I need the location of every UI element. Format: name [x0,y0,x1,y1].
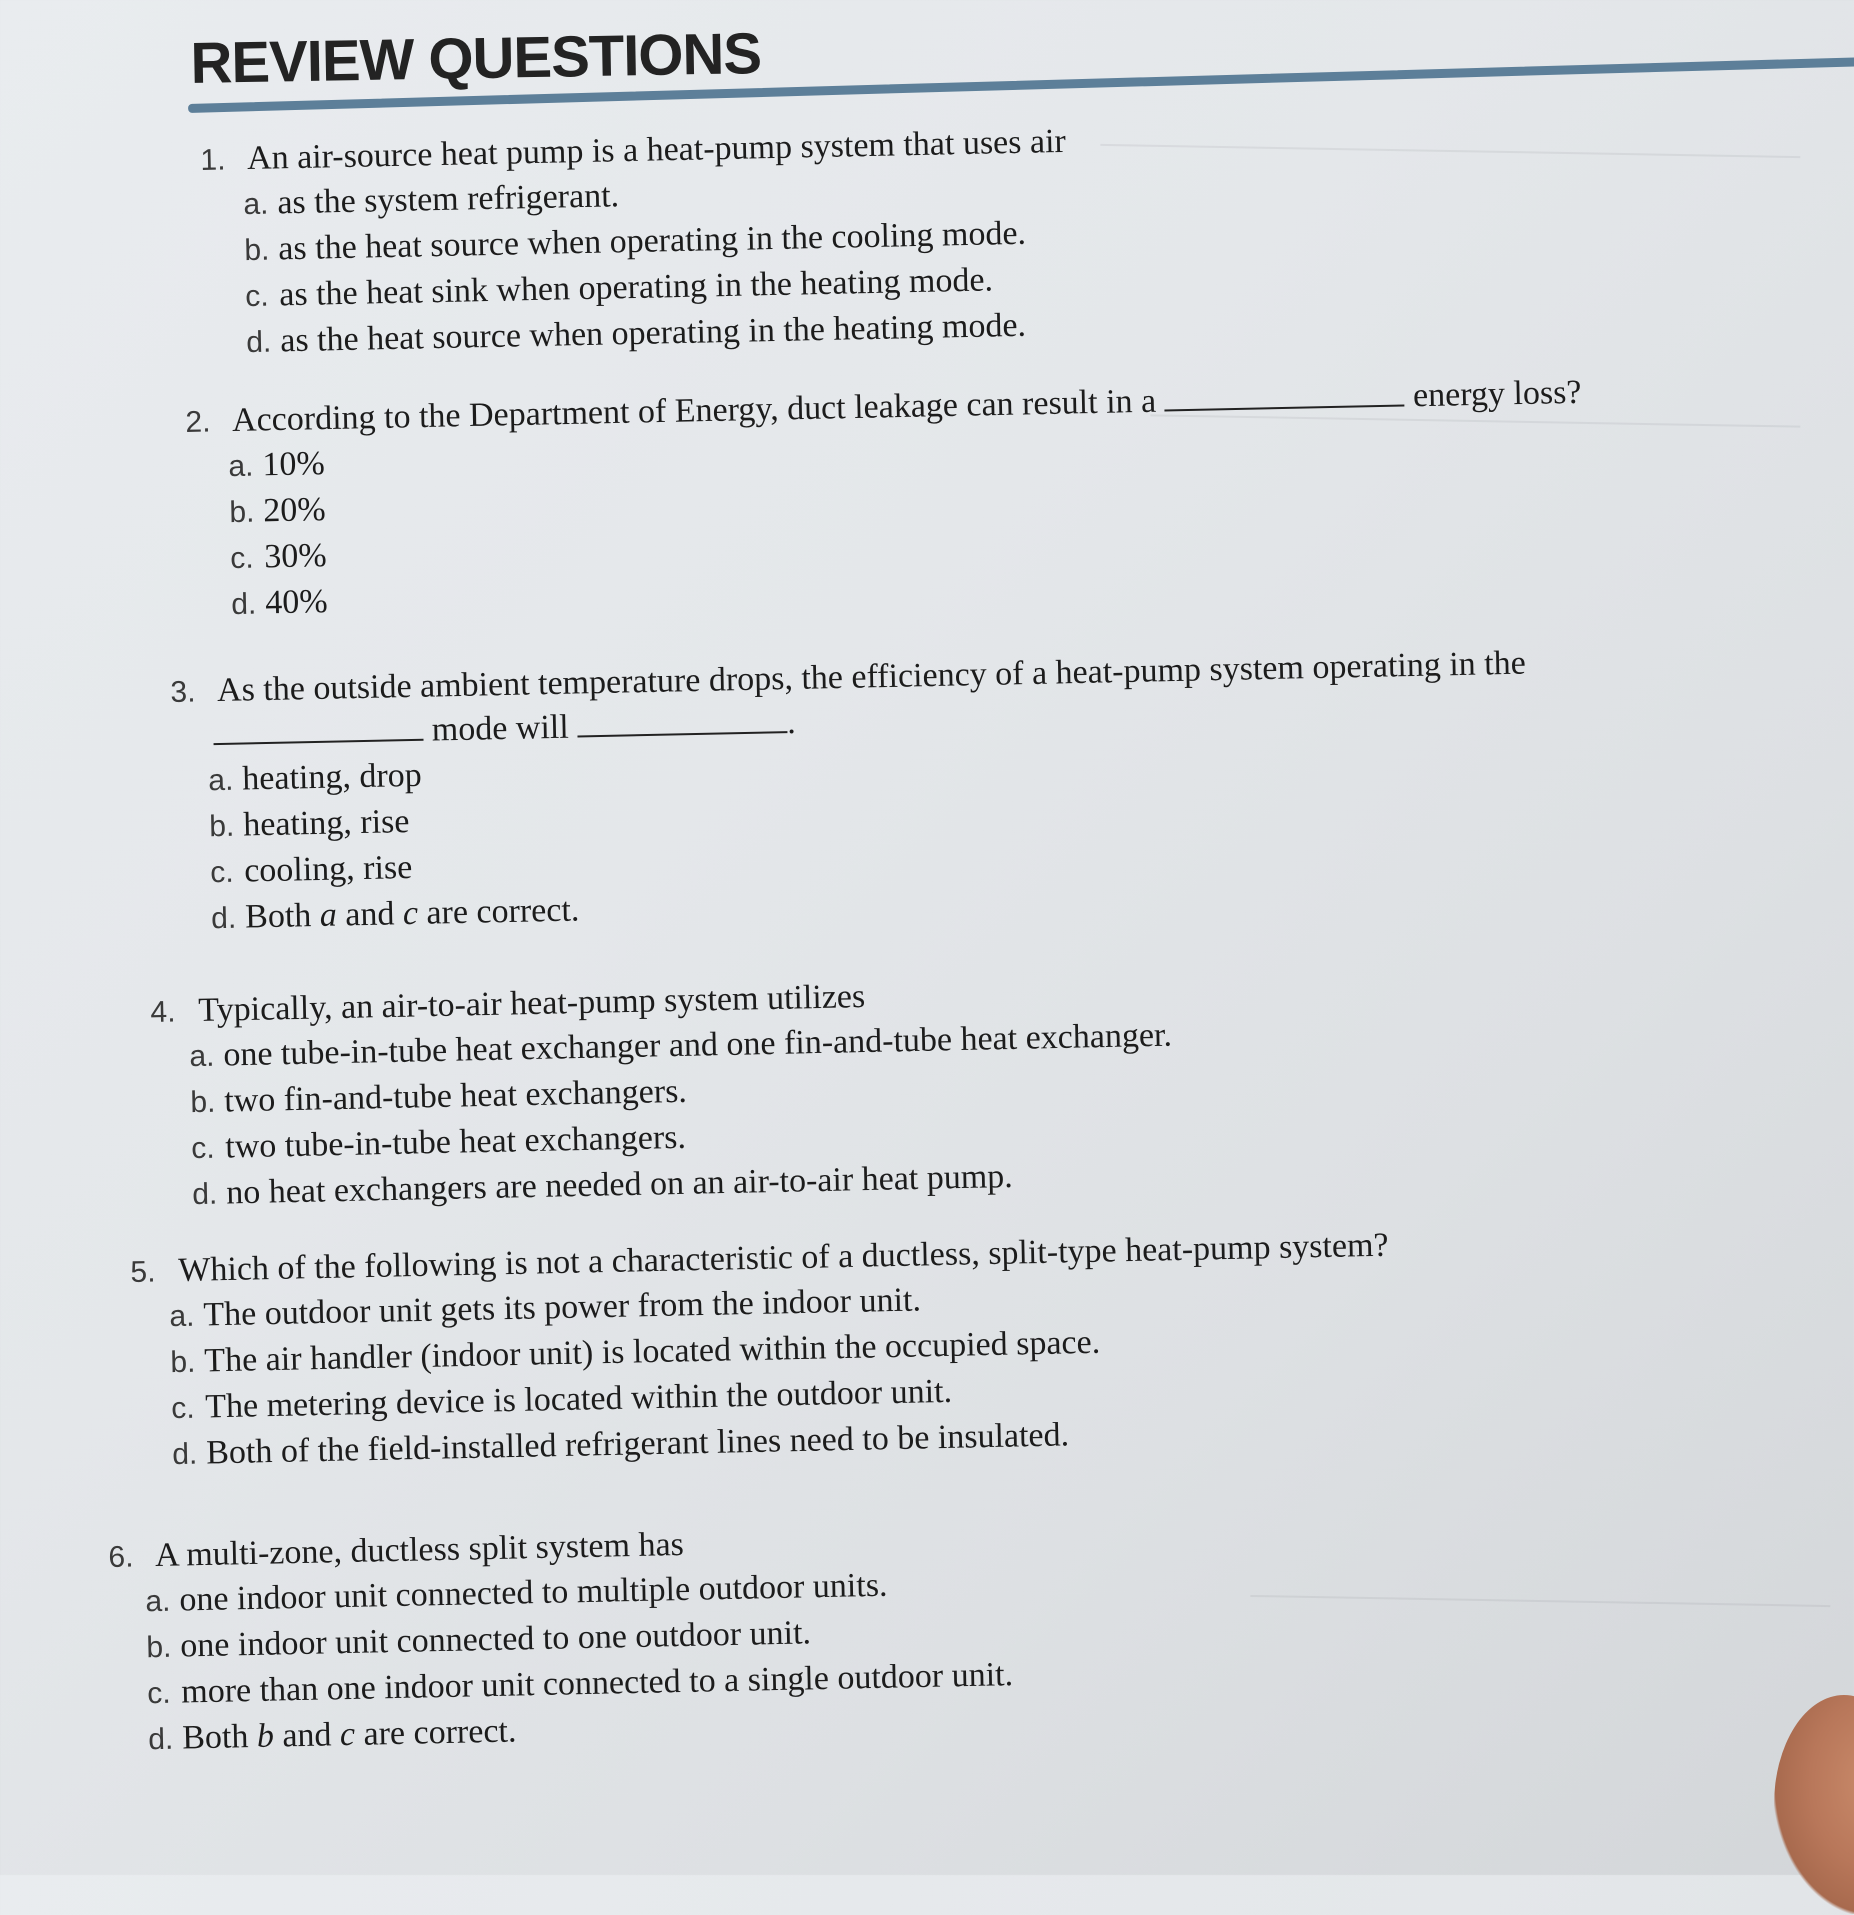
show-through-texture [1100,144,1801,198]
option-letter: b. [229,495,255,530]
question-number: 5. [130,1255,156,1289]
option-text: 10% [261,445,326,484]
option-text-pre: Both [181,1718,249,1757]
option-letter: d. [147,1722,174,1757]
option-text: as the heat source when operating in the heating mode. [279,306,1027,360]
answer-blank [577,701,788,737]
option-letter: d. [230,587,257,622]
option-text: two tube-in-tube heat exchangers. [224,1118,687,1166]
option-text: one indoor unit connected to multiple outdoor units. [178,1566,888,1619]
question-stem: According to the Department of Energy, duct leakage can result in a [231,382,1157,440]
question-1 [200,120,1070,366]
option-text: as the heat source when operating in the cooling mode. [277,214,1027,268]
question-5 [130,1224,1393,1478]
option-text: Both of the field-installed refrigerant lines need to be insulated. [205,1416,1070,1472]
question-stem: An air-source heat pump is a heat-pump system that uses air [246,122,1067,178]
option-text: more than one indoor unit connected to a single outdoor unit. [180,1656,1014,1711]
option-text: no heat exchangers are needed on an air-to-air heat pump. [225,1157,1014,1212]
question-2 [185,371,1586,628]
option-text: one tube-in-tube heat exchanger and one fin-and-tube heat exchanger. [222,1016,1173,1074]
question-number: 1. [200,143,226,177]
question-stem-end: energy loss? [1412,373,1582,415]
option-letter: a. [243,187,269,222]
option-text: cooling, rise [243,848,413,890]
option-letter: c. [209,855,234,890]
option-text: heating, drop [241,756,423,798]
option-text: 30% [263,537,328,576]
option-letter: b. [146,1630,172,1665]
option-letter: a. [228,449,254,484]
question-number: 3. [170,675,196,709]
option-letter: a. [207,763,234,798]
option-text-italic: b [256,1717,275,1755]
option-letter: b. [190,1085,216,1120]
option-text-post: are correct. [426,891,580,932]
question-stem: Typically, an air-to-air heat-pump system utilizes [197,978,866,1029]
option-letter: d. [245,325,272,360]
question-stem-end: . [786,703,797,742]
option-letter: b. [208,809,235,844]
question-stem: A multi-zone, ductless split system has [154,1525,685,1575]
option-text-pre: Both [244,897,312,936]
option-text: The outdoor unit gets its power from the indoor unit. [202,1281,922,1334]
option-text: as the heat sink when operating in the heating mode. [278,261,994,314]
question-6 [108,1516,1014,1763]
option-letter: c. [244,279,270,314]
option-letter: c. [170,1391,196,1426]
answer-blank [1164,374,1405,411]
option-text: 20% [262,491,327,530]
option-letter: d. [191,1177,218,1212]
option-text-italic: c [402,894,419,933]
question-stem-mid: mode will [431,708,570,749]
question-number: 2. [185,405,211,439]
option-letter: c. [229,541,255,576]
option-text-post: are correct. [363,1712,517,1753]
option-letter: a. [169,1299,195,1334]
option-text: two fin-and-tube heat exchangers. [223,1072,688,1120]
option-letter: a. [145,1584,171,1619]
option-text: heating, rise [242,803,410,844]
show-through-texture [1250,1595,1831,1647]
option-text-mid: and [344,895,395,934]
option-text: 40% [264,583,328,622]
question-4 [150,969,1175,1218]
option-text-italic: c [339,1715,356,1754]
answer-blank [213,709,424,745]
option-letter: d. [171,1437,198,1472]
question-number: 4. [150,995,176,1029]
question-3 [170,642,1531,942]
option-text: The air handler (indoor unit) is located within the occupied space. [203,1323,1101,1380]
question-number: 6. [108,1540,134,1574]
option-letter: c. [190,1131,216,1166]
option-letter: a. [189,1039,215,1074]
option-letter: c. [146,1676,172,1711]
option-text-mid: and [281,1716,332,1755]
option-text: The metering device is located within the outdoor unit. [204,1372,953,1426]
option-text: one indoor unit connected to one outdoor unit. [179,1614,812,1665]
section-heading: REVIEW QUESTIONS [190,21,762,96]
question-stem: As the outside ambient temperature drops, the efficiency of a heat-pump system operating in the [216,644,1527,710]
option-letter: b. [244,233,270,268]
option-text-italic: a [319,896,338,934]
option-letter: d. [210,901,237,936]
option-letter: b. [170,1345,196,1380]
option-text: as the system refrigerant. [276,177,620,222]
question-stem: Which of the following is not a characteristic of a ductless, split-type heat-pump system? [177,1226,1389,1289]
thumb-finger [1774,1695,1854,1915]
